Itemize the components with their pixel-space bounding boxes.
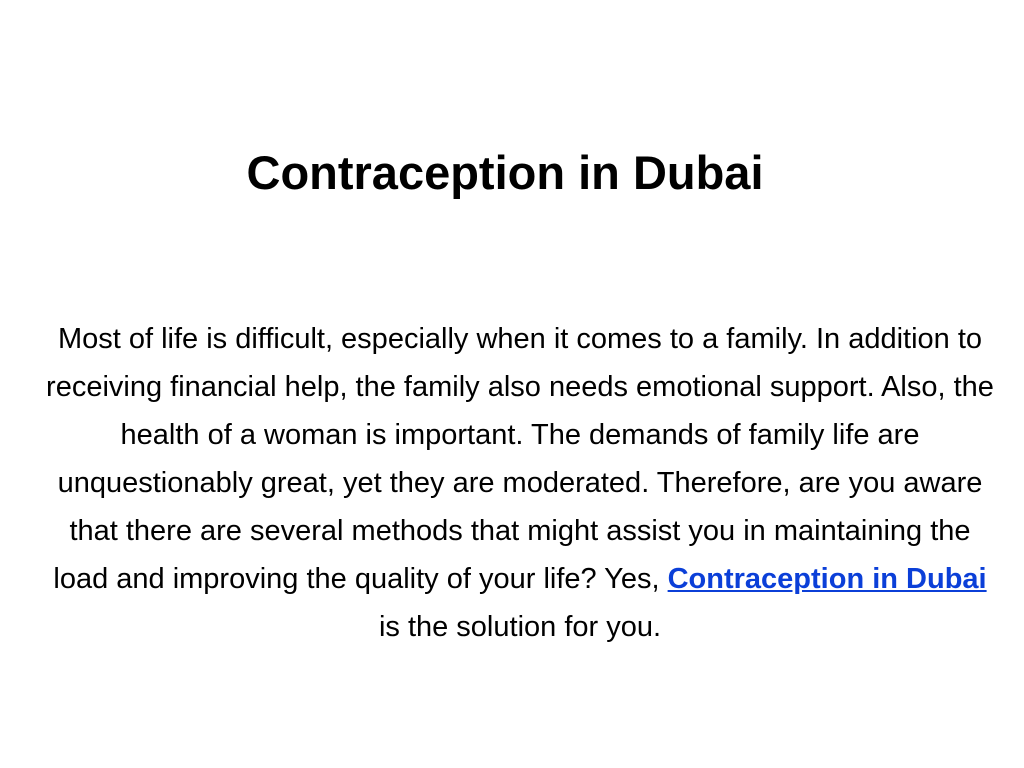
slide-body-text xyxy=(42,315,998,651)
contraception-in-dubai-link[interactable]: Contraception in Dubai xyxy=(667,563,987,595)
body-text-outro: is the solution for you. xyxy=(378,611,662,643)
slide-title: Contraception in Dubai xyxy=(246,146,764,199)
body-text-intro: Most of life is difficult, especially when it comes to a family. In addition to receiving financial help, the family also needs emotional support. Also, the health of a woman is important. The demands of family life are unquestionably great, yet they are moderated. Therefore, are you aware that there are several methods that might assist you in maintaining the load and improving the quality of your life? Yes, xyxy=(46,323,994,595)
